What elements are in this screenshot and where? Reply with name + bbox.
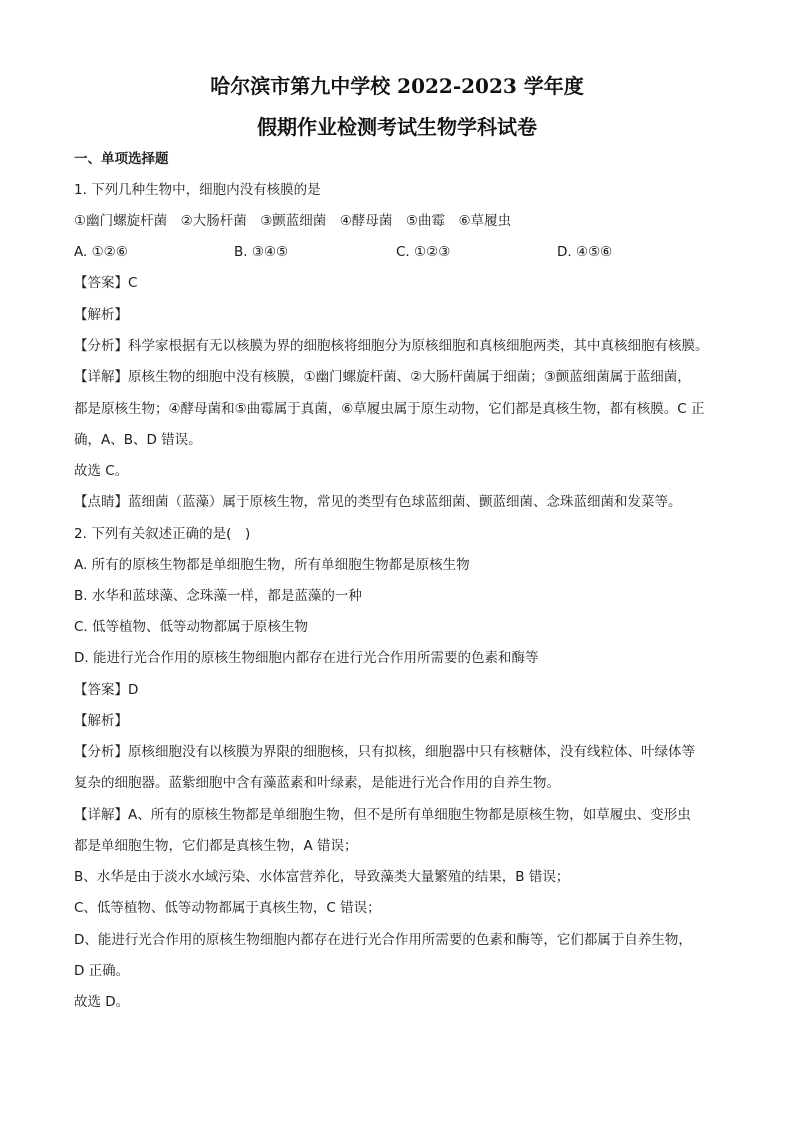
q2-analysis-label: 【解析】 (74, 713, 128, 729)
q1-option-a: A. ①②⑥ (74, 244, 128, 260)
title-line-2: 假期作业检测考试生物学科试卷 (257, 115, 537, 139)
q2-option-c: C. 低等植物、低等动物都属于原核生物 (74, 619, 309, 635)
q2-xiangjie-1: 【详解】A、所有的原核生物都是单细胞生物，但不是所有单细胞生物都是原核生物，如草履虫、变形虫 (74, 807, 691, 823)
q2-option-b: B. 水华和蓝球藻、念珠藻一样，都是蓝藻的一种 (74, 588, 362, 604)
q1-analysis-label: 【解析】 (74, 307, 128, 323)
title-line-1: 哈尔滨市第九中学校 2022-2023 学年度 (210, 74, 584, 98)
q2-conclusion: 故选 D。 (74, 994, 130, 1010)
q1-stem: 1. 下列几种生物中，细胞内没有核膜的是 (74, 182, 321, 198)
q1-conclusion: 故选 C。 (74, 463, 129, 479)
q2-xiangjie-3: B、水华是由于淡水水域污染、水体富营养化，导致藻类大量繁殖的结果，B 错误； (74, 869, 570, 885)
q2-fenxi-2: 复杂的细胞器。蓝紫细胞中含有藻蓝素和叶绿素，是能进行光合作用的自养生物。 (74, 775, 560, 791)
q1-items: ①幽门螺旋杆菌 ②大肠杆菌 ③颤蓝细菌 ④酵母菌 ⑤曲霉 ⑥草履虫 (74, 213, 512, 229)
q1-xiangjie-2: 都是原核生物；④酵母菌和⑤曲霉属于真菌，⑥草履虫属于原生动物，它们都是真核生物，都有核膜。C 正 (74, 401, 705, 417)
q2-answer: 【答案】D (74, 682, 139, 698)
q2-fenxi-1: 【分析】原核细胞没有以核膜为界限的细胞核，只有拟核，细胞器中只有核糖体，没有线粒体、叶绿体等 (74, 744, 695, 760)
q1-dianjing: 【点睛】蓝细菌（蓝藻）属于原核生物，常见的类型有色球蓝细菌、颤蓝细菌、念珠蓝细菌和发菜等。 (74, 494, 682, 510)
section-heading: 一、单项选择题 (74, 151, 169, 167)
q2-xiangjie-5: D、能进行光合作用的原核生物细胞内都存在进行光合作用所需要的色素和酶等，它们都属于自养生物， (74, 932, 692, 948)
q1-xiangjie-3: 确，A、B、D 错误。 (74, 432, 202, 448)
q1-option-c: C. ①②③ (396, 244, 451, 260)
q2-stem: 2. 下列有关叙述正确的是( ) (74, 526, 251, 542)
q1-fenxi: 【分析】科学家根据有无以核膜为界的细胞核将细胞分为原核细胞和真核细胞两类，其中真核细胞有核膜。 (74, 338, 709, 354)
q1-xiangjie-1: 【详解】原核生物的细胞中没有核膜，①幽门螺旋杆菌、②大肠杆菌属于细菌；③颤蓝细菌属于蓝细菌， (74, 369, 691, 385)
q2-xiangjie-4: C、低等植物、低等动物都属于真核生物，C 错误； (74, 900, 381, 916)
q1-answer: 【答案】C (74, 275, 138, 291)
q1-option-d: D. ④⑤⑥ (557, 244, 613, 260)
q2-xiangjie-2: 都是单细胞生物，它们都是真核生物，A 错误； (74, 838, 358, 854)
q2-xiangjie-6: D 正确。 (74, 963, 130, 979)
q2-option-d: D. 能进行光合作用的原核生物细胞内都存在进行光合作用所需要的色素和酶等 (74, 650, 539, 666)
q2-option-a: A. 所有的原核生物都是单细胞生物，所有单细胞生物都是原核生物 (74, 557, 470, 573)
q1-option-b: B. ③④⑤ (234, 244, 289, 260)
